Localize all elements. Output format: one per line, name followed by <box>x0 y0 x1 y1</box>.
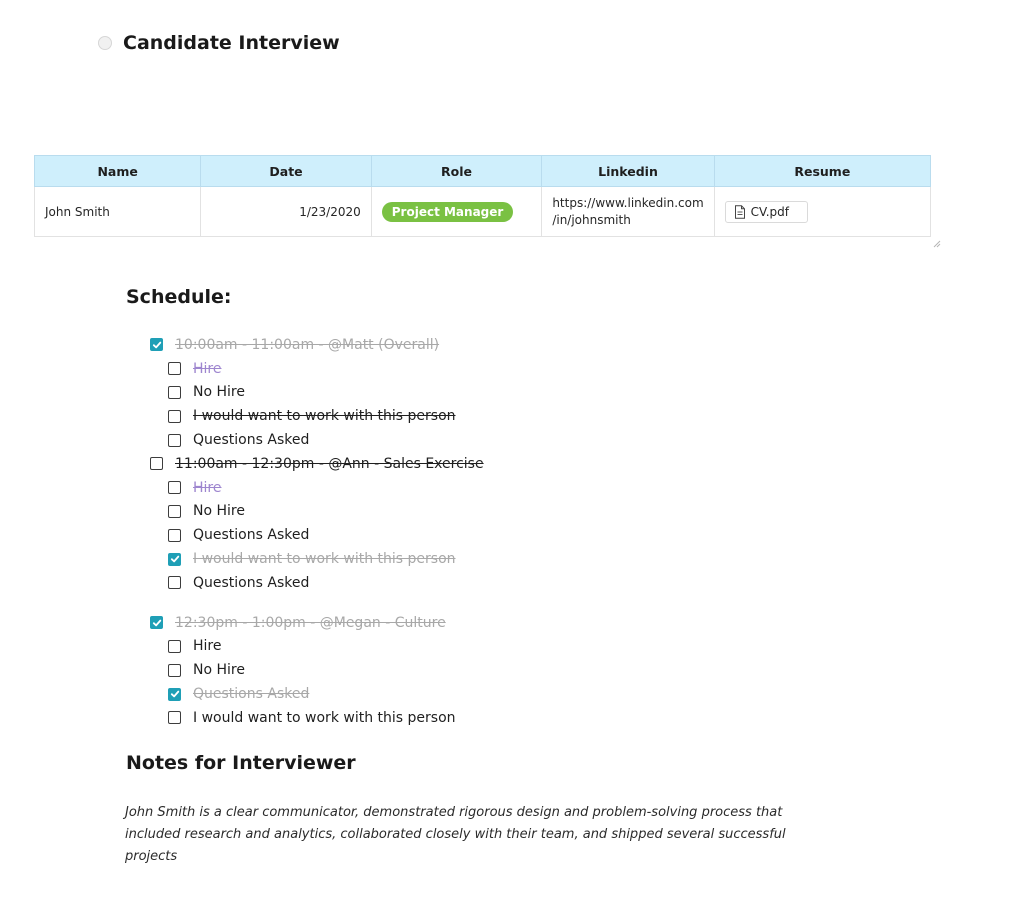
task-item <box>150 635 484 659</box>
task-label[interactable]: No Hire <box>193 503 245 520</box>
task-label[interactable]: 10:00am - 11:00am - @Matt (Overall) <box>175 336 440 353</box>
column-header-role[interactable]: Role <box>371 156 542 187</box>
checkbox-checked[interactable] <box>150 338 163 351</box>
resume-file-name: CV.pdf <box>750 204 789 219</box>
checkbox[interactable] <box>168 640 181 653</box>
checkbox-checked[interactable] <box>168 688 181 701</box>
task-item <box>150 381 484 405</box>
checkbox-checked[interactable] <box>168 553 181 566</box>
task-label[interactable]: Hire <box>193 360 222 377</box>
circle-icon[interactable] <box>98 36 112 50</box>
task-item <box>150 706 484 730</box>
task-label[interactable]: I would want to work with this person <box>193 408 456 425</box>
task-label[interactable]: No Hire <box>193 384 245 401</box>
task-label[interactable]: Questions Asked <box>193 574 310 591</box>
cell-resume[interactable] <box>714 187 930 237</box>
checkbox[interactable] <box>168 434 181 447</box>
checkbox[interactable] <box>168 481 181 494</box>
checkbox[interactable] <box>168 664 181 677</box>
column-header-date[interactable]: Date <box>201 156 371 187</box>
task-label[interactable]: I would want to work with this person <box>193 709 456 726</box>
task-item <box>150 682 484 706</box>
task-label[interactable]: Questions Asked <box>193 432 310 449</box>
checkbox-checked[interactable] <box>150 616 163 629</box>
checkbox[interactable] <box>168 410 181 423</box>
task-item <box>150 452 484 476</box>
linkedin-link-line-1[interactable]: https://www.linkedin.com <box>552 195 704 210</box>
resize-handle-icon[interactable] <box>933 240 941 248</box>
checkmark-icon <box>152 618 162 628</box>
task-label[interactable]: No Hire <box>193 662 245 679</box>
task-label[interactable]: 12:30pm - 1:00pm - @Megan - Culture <box>175 614 446 631</box>
checkbox[interactable] <box>168 711 181 724</box>
schedule-task-list <box>150 333 484 730</box>
task-item <box>150 658 484 682</box>
task-label[interactable]: 11:00am - 12:30pm - @Ann - Sales Exercise <box>175 455 484 472</box>
file-icon <box>734 205 746 219</box>
page-title[interactable]: Candidate Interview <box>123 32 340 54</box>
task-item <box>150 547 484 571</box>
table-row <box>35 187 931 237</box>
column-header-name[interactable]: Name <box>35 156 201 187</box>
cell-date[interactable]: 1/23/2020 <box>201 187 371 237</box>
task-label[interactable]: Questions Asked <box>193 527 310 544</box>
column-header-resume[interactable]: Resume <box>714 156 930 187</box>
cell-role[interactable] <box>371 187 542 237</box>
column-header-linkedin[interactable]: Linkedin <box>542 156 714 187</box>
task-item <box>150 357 484 381</box>
notes-body[interactable]: John Smith is a clear communicator, demonstrated rigorous design and problem-solving process that included research and analytics, collaborated closely with their team, and shipped several successful projects <box>125 805 786 864</box>
table-header-row <box>35 156 931 187</box>
task-label[interactable]: Hire <box>193 638 222 655</box>
checkbox[interactable] <box>150 457 163 470</box>
checkmark-icon <box>170 554 180 564</box>
checkmark-icon <box>152 340 162 350</box>
task-item <box>150 476 484 500</box>
checkbox[interactable] <box>168 529 181 542</box>
task-label[interactable]: Hire <box>193 479 222 496</box>
cell-linkedin[interactable] <box>542 187 714 237</box>
schedule-heading[interactable]: Schedule: <box>126 286 232 308</box>
task-item <box>150 571 484 595</box>
checkbox[interactable] <box>168 505 181 518</box>
task-item <box>150 611 484 635</box>
page-header <box>98 32 340 54</box>
linkedin-link-line-2[interactable]: /in/johnsmith <box>552 212 631 227</box>
role-tag[interactable]: Project Manager <box>382 202 514 222</box>
checkbox[interactable] <box>168 576 181 589</box>
task-label[interactable]: Questions Asked <box>193 686 310 703</box>
candidate-table <box>34 155 931 237</box>
task-item <box>150 523 484 547</box>
checkbox[interactable] <box>168 362 181 375</box>
task-item <box>150 428 484 452</box>
task-item <box>150 333 484 357</box>
cell-name[interactable]: John Smith <box>35 187 201 237</box>
checkbox[interactable] <box>168 386 181 399</box>
notes-heading[interactable]: Notes for Interviewer <box>126 752 356 774</box>
task-item <box>150 500 484 524</box>
checkmark-icon <box>170 689 180 699</box>
task-label[interactable]: I would want to work with this person <box>193 551 456 568</box>
resume-attachment[interactable] <box>725 201 808 223</box>
task-item <box>150 404 484 428</box>
